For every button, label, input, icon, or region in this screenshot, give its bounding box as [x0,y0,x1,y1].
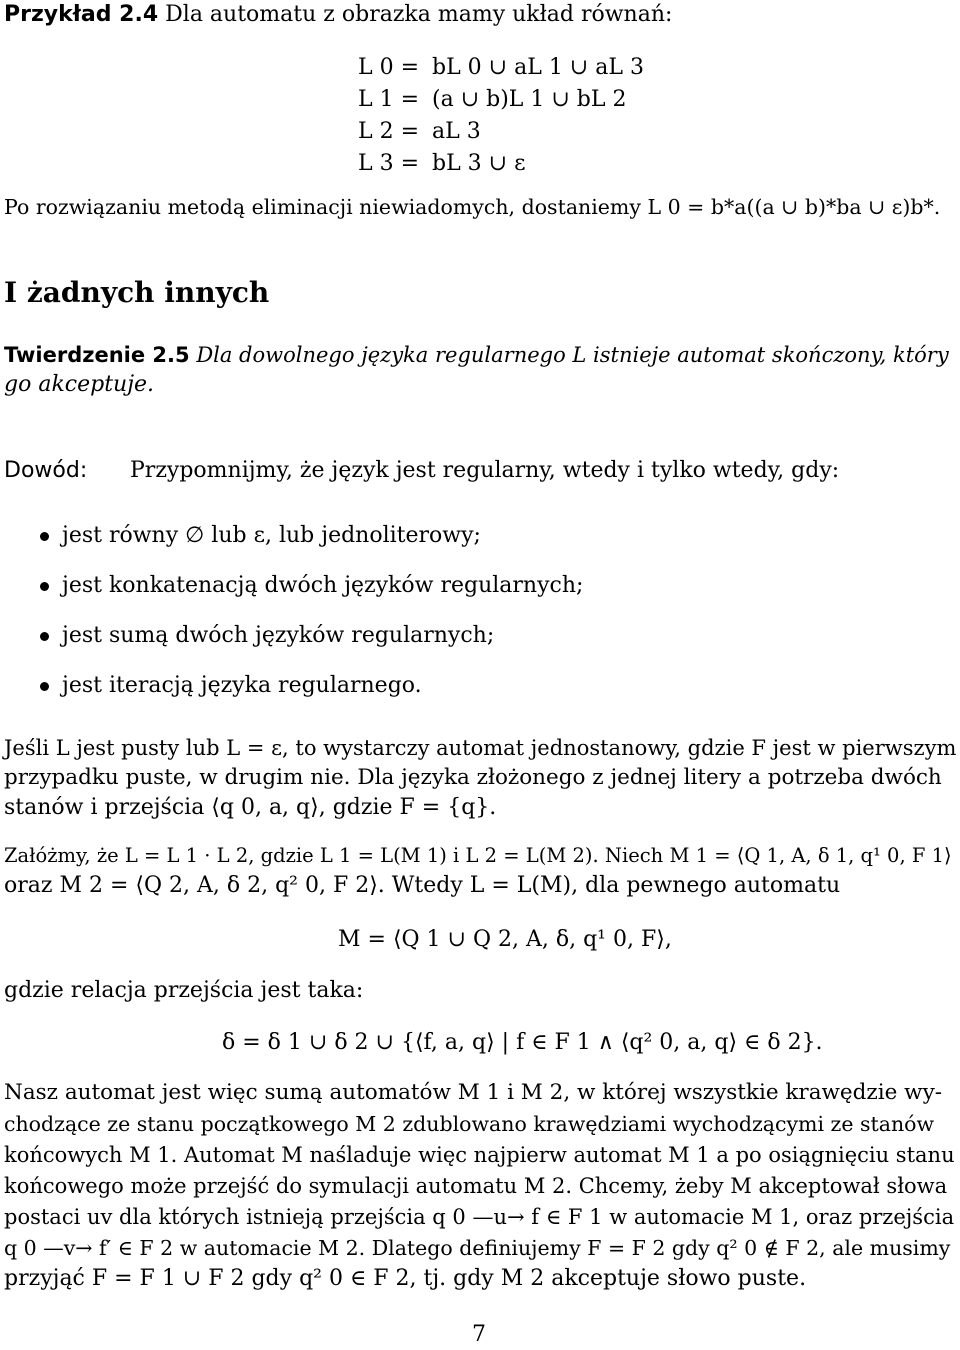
example-label: Przykład 2.4 [4,2,159,27]
paragraph-line: oraz M 2 = ⟨Q 2, A, δ 2, q² 0, F 2⟩. Wtedy L = L(M), dla pewnego automatu [4,873,841,898]
list-item: jest iteracją języka regularnego. [62,673,422,698]
bullet-dot [40,632,49,641]
example-intro: Dla automatu z obrazka mamy układ równań: [165,2,673,27]
equation-lhs-1: L 1 = [358,87,420,112]
paragraph-line: Nasz automat jest więc sumą automatów M 1 i M 2, w której wszystkie krawędzie wy- [4,1080,942,1105]
equation-lhs-3: L 3 = [358,151,420,176]
bullet-dot [40,682,49,691]
list-item: jest sumą dwóch języków regularnych; [62,623,495,648]
example-header [4,0,672,30]
paragraph-line: Załóżmy, że L = L 1 · L 2, gdzie L 1 = L(M 1) i L 2 = L(M 2). Niech M 1 = ⟨Q 1, A, δ 1, q¹ 0, F 1⟩ [4,844,952,867]
paragraph-line: postaci uv dla których istnieją przejścia q 0 —u→ f ∈ F 1 w automacie M 1, oraz przejścia [4,1205,955,1229]
example-conclusion: Po rozwiązaniu metodą eliminacji niewiadomych, dostaniemy L 0 = b*a((a ∪ b)*ba ∪ ε)b*. [4,195,941,219]
proof-label: Dowód: [4,458,88,483]
proof-intro: Przypomnijmy, że język jest regularny, wtedy i tylko wtedy, gdy: [130,458,840,483]
paragraph-line: przyjąć F = F 1 ∪ F 2 gdy q² 0 ∈ F 2, tj. gdy M 2 akceptuje słowo puste. [4,1266,807,1291]
paragraph-line: końcowego może przejść do symulacji automatu M 2. Chcemy, żeby M akceptował słowa [4,1174,948,1198]
theorem-label: Twierdzenie 2.5 [4,343,190,367]
paragraph-line: chodzące ze stanu początkowego M 2 zdublowano krawędziami wychodzącymi ze stanów [4,1112,935,1136]
paragraph-line: stanów i przejścia ⟨q 0, a, q⟩, gdzie F = {q}. [4,795,497,820]
paragraph-line: przypadku puste, w drugim nie. Dla języka złożonego z jednej litery a potrzeba dwóch [4,765,942,790]
theorem-line-2: go akceptuje. [4,372,155,397]
list-item: jest konkatenacją dwóch języków regularnych; [62,573,584,598]
page-number: 7 [472,1322,486,1347]
equation-rhs-2: aL 3 [432,119,481,144]
theorem-line-1: Dla dowolnego języka regularnego L istnieje automat skończony, który [196,343,949,367]
bullet-dot [40,532,49,541]
display-equation-automaton: M = ⟨Q 1 ∪ Q 2, A, δ, q¹ 0, F⟩, [338,927,672,952]
equation-lhs-2: L 2 = [358,119,420,144]
paragraph-line: q 0 —v→ f′ ∈ F 2 w automacie M 2. Dlatego definiujemy F = F 2 gdy q² 0 ∉ F 2, ale musimy [4,1236,951,1260]
paragraph-line: Jeśli L jest pusty lub L = ε, to wystarczy automat jednostanowy, gdzie F jest w pierwszym [4,736,957,760]
equation-rhs-3: bL 3 ∪ ε [432,151,526,176]
paragraph-line: końcowych M 1. Automat M naśladuje więc najpierw automat M 1 a po osiągnięciu stanu [4,1143,955,1167]
display-equation-relation: δ = δ 1 ∪ δ 2 ∪ {⟨f, a, q⟩ | f ∈ F 1 ∧ ⟨q² 0, a, q⟩ ∈ δ 2}. [222,1030,823,1055]
equation-lhs-0: L 0 = [358,55,420,80]
list-item: jest równy ∅ lub ε, lub jednoliterowy; [62,523,481,548]
bullet-dot [40,582,49,591]
theorem [4,340,949,370]
equation-rhs-1: (a ∪ b)L 1 ∪ bL 2 [432,87,627,112]
equation-rhs-0: bL 0 ∪ aL 1 ∪ aL 3 [432,55,644,80]
relation-label: gdzie relacja przejścia jest taka: [4,978,364,1003]
section-heading: I żadnych innych [4,276,270,309]
